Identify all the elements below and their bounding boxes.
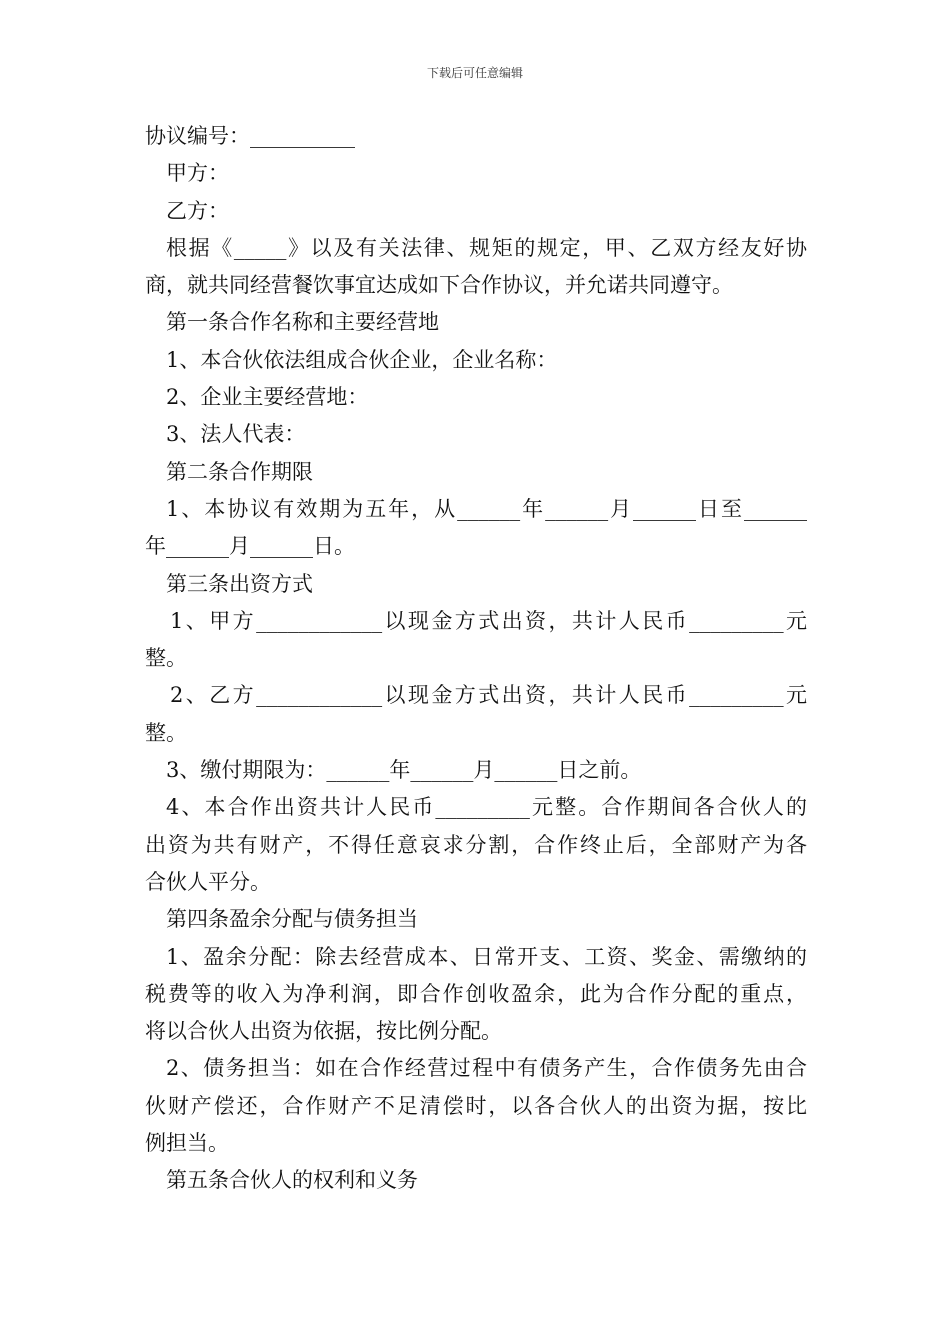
document-body	[145, 118, 807, 1200]
clause-line: 3、缴付期限为：______年______月______日之前。	[166, 758, 642, 783]
clause-line: 年______月______日。	[145, 534, 355, 559]
article-heading: 第二条合作期限	[166, 459, 313, 484]
article-heading: 第三条出资方式	[166, 571, 313, 596]
article-heading: 第五条合伙人的权利和义务	[166, 1168, 418, 1193]
clause-line: 2、乙方____________以现金方式出资，共计人民币_________元	[170, 683, 807, 708]
clause-line: 例担当。	[145, 1131, 229, 1156]
clause-line: 2、企业主要经营地：	[166, 385, 369, 410]
article-heading: 第四条盈余分配与债务担当	[166, 907, 418, 932]
agreement-number-line: 协议编号：__________	[145, 124, 355, 148]
clause-line: 2、债务担当：如在合作经营过程中有债务产生，合作债务先由合	[166, 1056, 807, 1081]
clause-line: 1、本协议有效期为五年，从______年______月______日至______	[166, 496, 807, 521]
clause-line: 1、本合伙依法组成合伙企业，企业名称：	[166, 347, 558, 372]
party-b-line: 乙方：	[166, 198, 229, 223]
clause-line: 伙财产偿还，合作财产不足清偿时，以各合伙人的出资为据，按比	[145, 1093, 807, 1118]
clause-line: 整。	[145, 646, 187, 671]
preamble-line: 根据《_____》以及有关法律、规矩的规定，甲、乙双方经友好协	[166, 235, 807, 260]
clause-line: 3、法人代表：	[166, 422, 306, 447]
article-heading: 第一条合作名称和主要经营地	[166, 310, 439, 335]
clause-line: 税费等的收入为净利润，即合作创收盈余，此为合作分配的重点，	[145, 981, 807, 1006]
clause-line: 4、本合作出资共计人民币_________元整。合作期间各合伙人的	[166, 795, 807, 820]
clause-line: 合伙人平分。	[145, 869, 271, 894]
clause-line: 1、甲方____________以现金方式出资，共计人民币_________元	[170, 608, 807, 633]
clause-line: 出资为共有财产，不得任意哀求分割，合作终止后，全部财产为各	[145, 832, 807, 857]
clause-line: 将以合伙人出资为依据，按比例分配。	[145, 1019, 502, 1044]
party-a-line: 甲方：	[166, 161, 229, 186]
page-header: 下载后可任意编辑	[426, 66, 523, 80]
clause-line: 整。	[145, 720, 187, 745]
clause-line: 1、盈余分配：除去经营成本、日常开支、工资、奖金、需缴纳的	[166, 944, 807, 969]
preamble-line: 商，就共同经营餐饮事宜达成如下合作协议，并允诺共同遵守。	[145, 273, 733, 298]
